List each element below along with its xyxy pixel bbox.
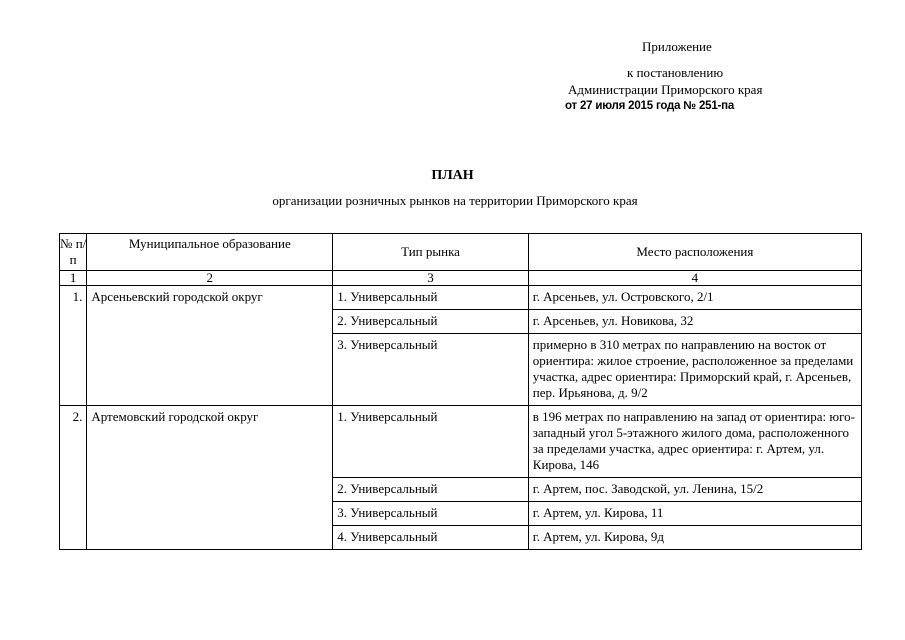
location-cell: г. Арсеньев, ул. Новикова, 32 [528, 310, 861, 334]
row-number: 2. [60, 406, 87, 550]
location-cell: г. Артем, ул. Кирова, 9д [528, 526, 861, 550]
market-type-cell: 2. Универсальный [333, 478, 529, 502]
market-type-cell: 1. Универсальный [333, 286, 529, 310]
market-type-cell: 2. Универсальный [333, 310, 529, 334]
location-cell: г. Артем, ул. Кирова, 11 [528, 502, 861, 526]
location-cell: г. Артем, пос. Заводской, ул. Ленина, 15/2 [528, 478, 861, 502]
column-number: 3 [333, 271, 529, 286]
markets-table [59, 233, 862, 550]
appendix-resolution-label: к постановлению [627, 65, 724, 80]
location-cell: в 196 метрах по направлению на запад от ориентира: юго-западный угол 5-этажного жилого дома, расположенного за пределами участка, адрес ориентира: г. Артем, ул. Кирова, 146 [528, 406, 861, 478]
appendix-authority: Администрации Приморского края [568, 82, 763, 97]
table-row [60, 286, 862, 310]
document-title: ПЛАН [431, 168, 474, 183]
header-market-type: Тип рынка [333, 234, 529, 271]
table-row [60, 406, 862, 478]
header-location: Место расположения [528, 234, 861, 271]
column-number: 4 [528, 271, 861, 286]
municipality-cell: Арсеньевский городской округ [87, 286, 333, 406]
market-type-cell: 4. Универсальный [333, 526, 529, 550]
location-cell: примерно в 310 метрах по направлению на восток от ориентира: жилое строение, расположенное за пределами участка, адрес ориентира: Приморский край, г. Арсеньев, пер. Ирьянова, д. 9/2 [528, 334, 861, 406]
header-num: № п/п [60, 234, 87, 271]
column-number: 2 [87, 271, 333, 286]
municipality-cell: Артемовский городской округ [87, 406, 333, 550]
header-municipality: Муниципальное образование [87, 234, 333, 271]
column-numbers-row [60, 271, 862, 286]
table-header-row [60, 234, 862, 271]
column-number: 1 [60, 271, 87, 286]
appendix-title: Приложение [642, 39, 712, 54]
appendix-block [565, 38, 865, 115]
appendix-date-number: от 27 июля 2015 года № 251-па [565, 100, 735, 112]
market-type-cell: 3. Универсальный [333, 334, 529, 406]
location-cell: г. Арсеньев, ул. Островского, 2/1 [528, 286, 861, 310]
market-type-cell: 1. Универсальный [333, 406, 529, 478]
market-type-cell: 3. Универсальный [333, 502, 529, 526]
row-number: 1. [60, 286, 87, 406]
document-subtitle: организации розничных рынков на территории Приморского края [272, 193, 638, 208]
